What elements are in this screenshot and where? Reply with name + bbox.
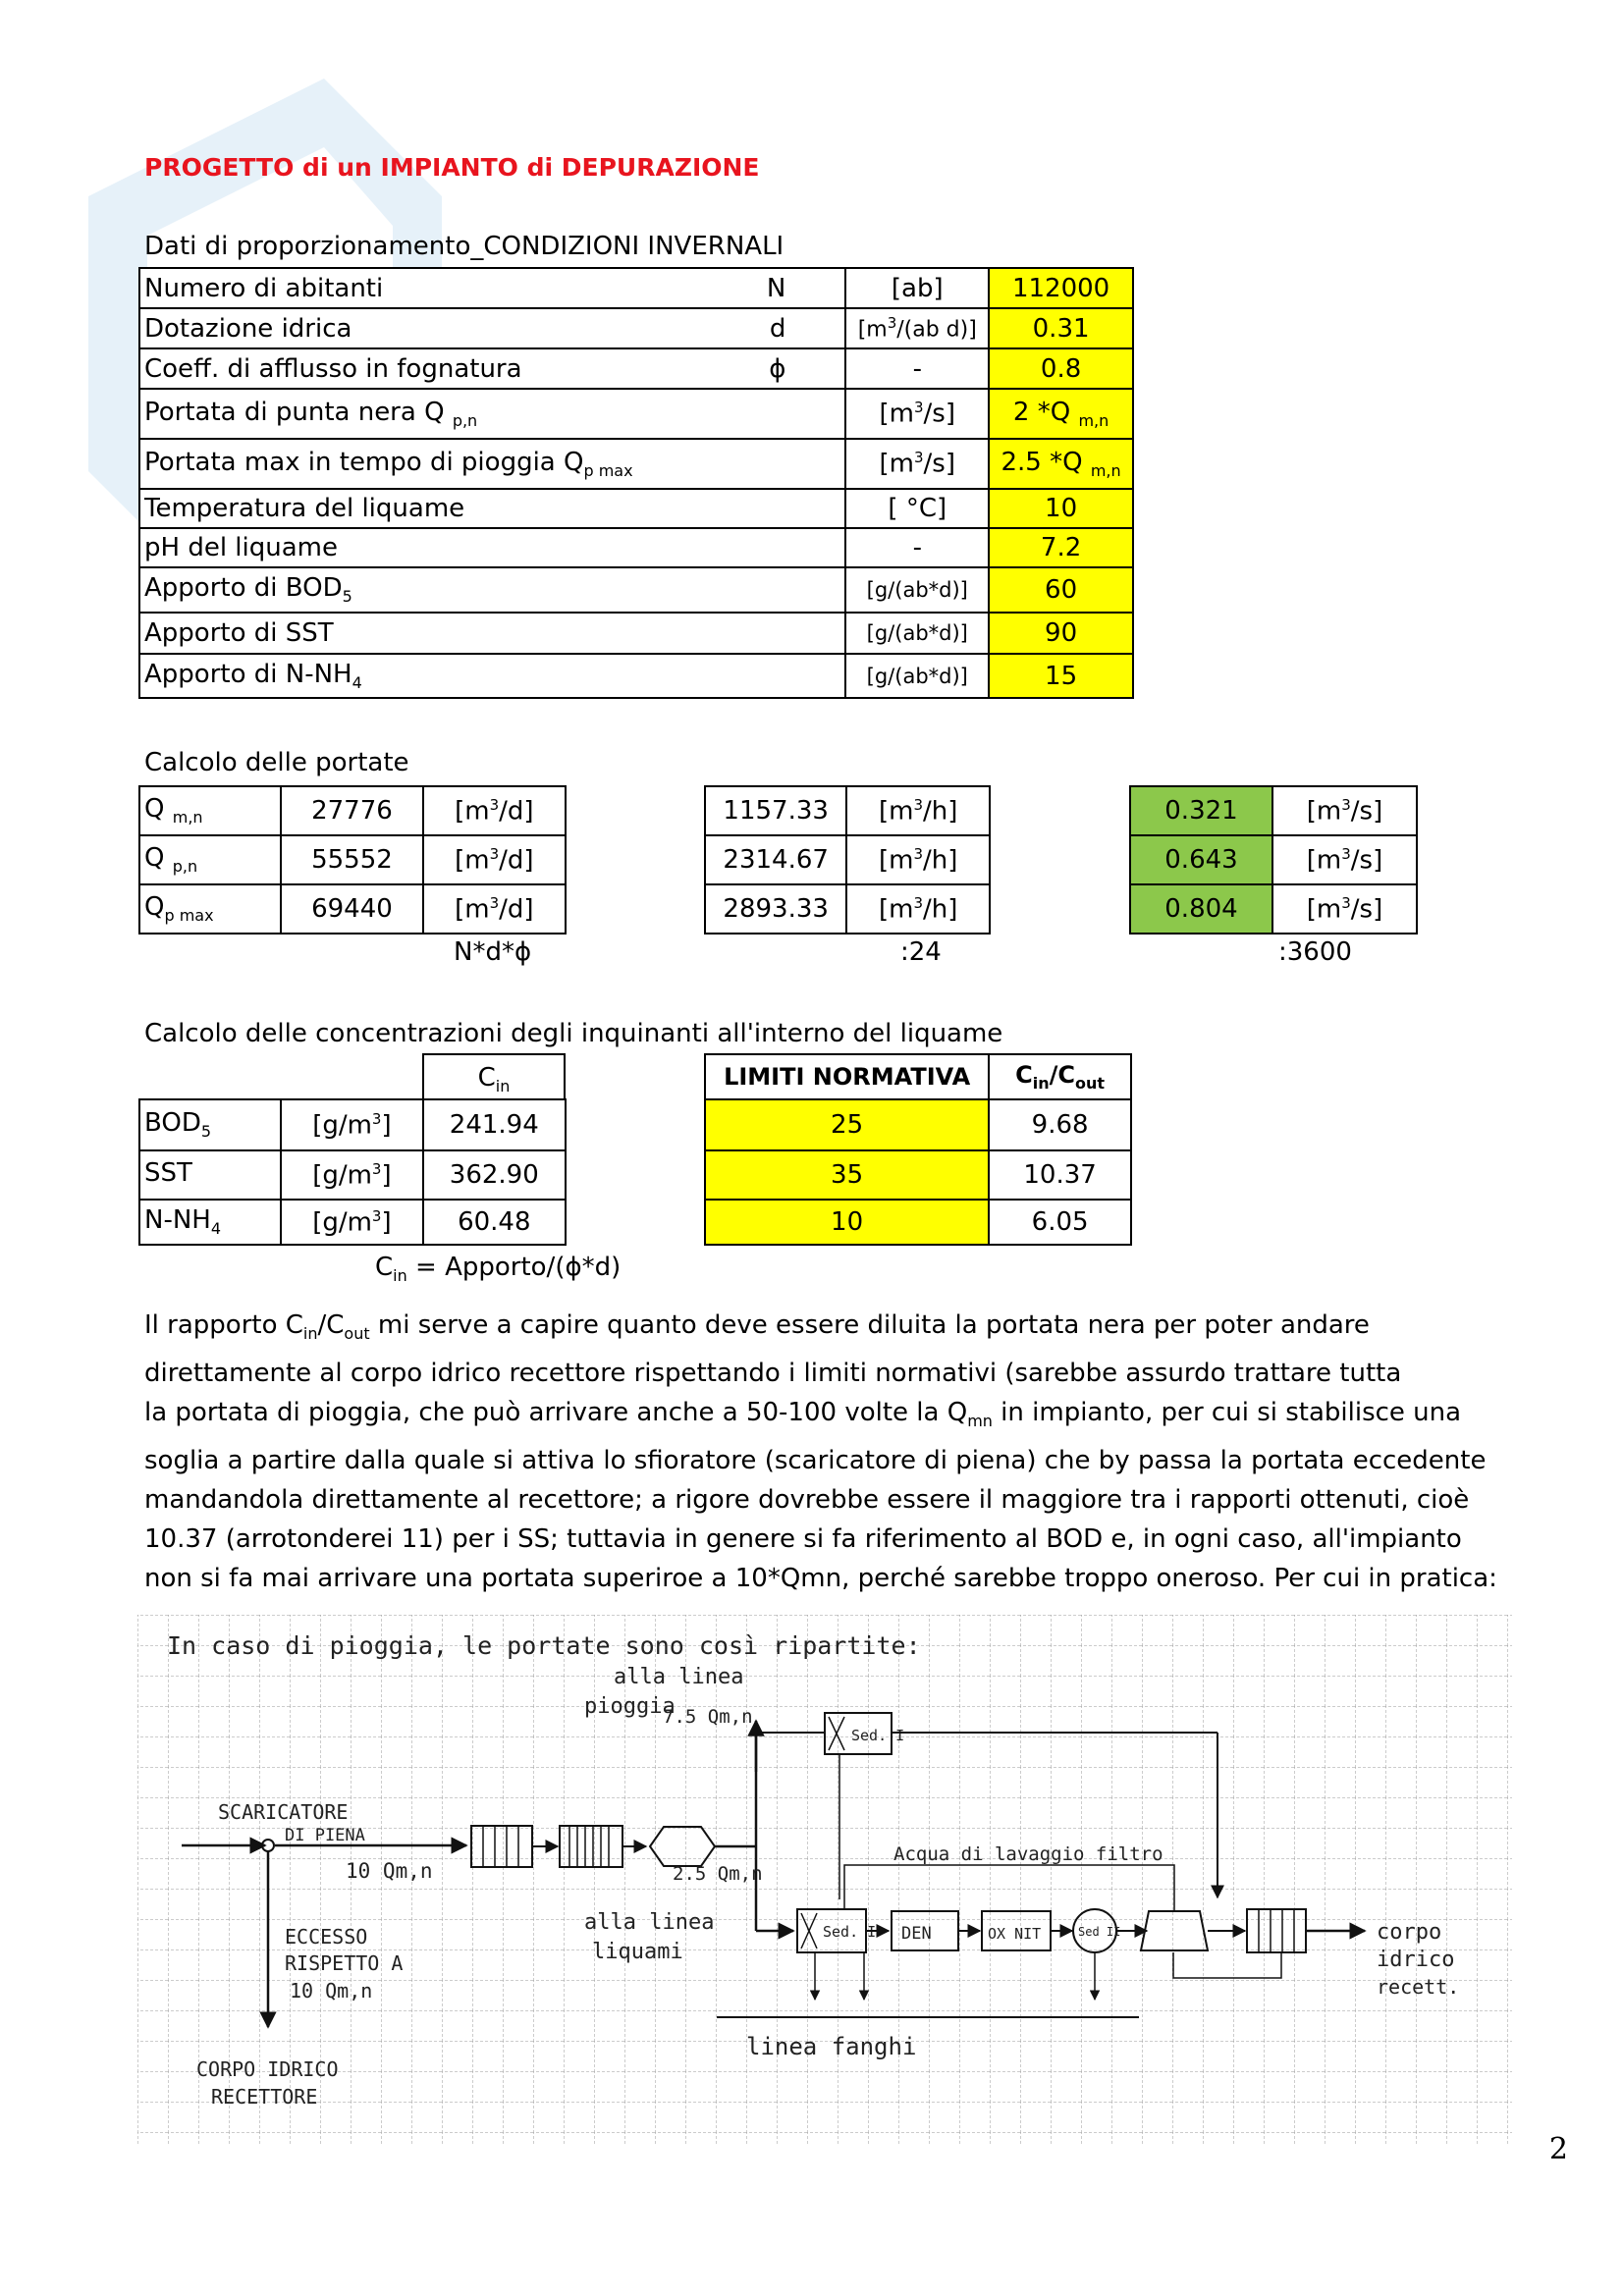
limits-table — [704, 1053, 1132, 1246]
grid-paper — [137, 1615, 1512, 2145]
param-symbol — [706, 389, 845, 439]
param-label: Portata di punta nera Q $_{p,n}$ — [139, 389, 706, 439]
explanation-paragraph — [144, 1306, 1497, 1598]
param-unit: - — [845, 528, 989, 567]
cin-header-cell: $C_{in}$ — [422, 1053, 566, 1100]
params-row — [139, 348, 1133, 389]
param-unit: $[m^3/s]$ — [845, 439, 989, 489]
param-symbol — [706, 567, 845, 613]
paragraph-line: la portata di pioggia, che può arrivare anche a 50-100 volte la $Q_{mn}$ in impianto, per cui si stabilisce una — [144, 1398, 1462, 1431]
param-symbol — [706, 654, 845, 698]
paragraph-line: soglia a partire dalla quale si attiva lo sfioratore (scaricatore di piena) che by passa la portata eccedente — [144, 1446, 1487, 1476]
limit-value: 10 — [705, 1200, 989, 1245]
pollutant-name: $N-NH_4$ — [139, 1200, 281, 1245]
limit-value: 25 — [705, 1099, 989, 1150]
eccesso-label-2: RISPETTO A — [285, 1951, 404, 1975]
page-title: PROGETTO di un IMPIANTO di DEPURAZIONE — [144, 153, 760, 182]
flow-sec-unit: $[m^3/s]$ — [1272, 835, 1417, 884]
flows-row — [139, 786, 566, 835]
flow-sec-value: 0.321 — [1130, 786, 1272, 835]
flow-hour-value: 1157.33 — [705, 786, 846, 835]
pollutant-cin: 60.48 — [423, 1200, 566, 1245]
pollutant-cin: 362.90 — [423, 1150, 566, 1200]
params-table-full — [138, 267, 1134, 699]
linea-pioggia-1: alla linea — [614, 1665, 744, 1689]
flow-day-unit: $[m^3/d]$ — [423, 786, 566, 835]
limits-header: LIMITI NORMATIVA — [705, 1054, 989, 1099]
linea-pioggia-2: pioggia — [584, 1694, 676, 1719]
ratio-value: 9.68 — [989, 1099, 1131, 1150]
param-unit: [$m^3/(ab$ d)] — [845, 308, 989, 348]
limits-row — [705, 1150, 1131, 1200]
params-row — [139, 567, 1133, 613]
limits-header-row — [705, 1054, 1131, 1099]
conc-row — [139, 1150, 566, 1200]
param-value: 2.5 *Q $_{m,n}$ — [989, 439, 1133, 489]
sketch-heading: In caso di pioggia, le portate sono così ripartite: — [167, 1631, 921, 1660]
flows-note-hour: :24 — [900, 937, 942, 967]
flows-table-sec — [1129, 785, 1418, 934]
flow-sec-unit: $[m^3/s]$ — [1272, 786, 1417, 835]
out-label-2: idrico — [1377, 1948, 1455, 1972]
plant-sketch — [137, 1615, 1512, 2145]
params-row — [139, 613, 1133, 654]
conc-row — [139, 1200, 566, 1245]
page-number: 2 — [1548, 2132, 1568, 2166]
flow-day-value: 69440 — [281, 884, 422, 934]
flow-name: $Q_{p max}$ — [139, 884, 281, 934]
param-symbol — [706, 489, 845, 528]
conc-table — [138, 1098, 567, 1246]
q25-label: 2.5 Qm,n — [673, 1863, 763, 1885]
params-row — [139, 268, 1133, 308]
eccesso-label-3: 10 Qm,n — [290, 1979, 373, 2002]
params-row — [139, 439, 1133, 489]
flows-row — [1130, 884, 1417, 934]
flow-name: Q $_{m,n}$ — [139, 786, 281, 835]
params-caption: Dati di proporzionamento_CONDIZIONI INVERNALI — [144, 232, 784, 261]
flow-sec-value: 0.643 — [1130, 835, 1272, 884]
param-label: Coeff. di afflusso in fognatura — [139, 348, 706, 389]
flows-table-hour — [704, 785, 991, 934]
param-symbol — [706, 528, 845, 567]
flow-hour-value: 2314.67 — [705, 835, 846, 884]
params-row — [139, 308, 1133, 348]
param-label: Apporto di $N-NH_4$ — [139, 654, 706, 698]
param-unit: [g/(ab*d)] — [845, 567, 989, 613]
flows-caption: Calcolo delle portate — [144, 748, 409, 777]
paragraph-line: mandandola direttamente al recettore; a rigore dovrebbe essere il maggiore tra i rapporti ottenuti, cioè — [144, 1485, 1470, 1516]
param-symbol: ϕ — [706, 348, 845, 389]
param-value: 7.2 — [989, 528, 1133, 567]
linea-liquami-2: liquami — [592, 1940, 683, 1964]
param-value: 2 *Q $_{m,n}$ — [989, 389, 1133, 439]
param-value: 0.8 — [989, 348, 1133, 389]
limit-value: 35 — [705, 1150, 989, 1200]
sed1-top-label: Sed. I — [851, 1727, 905, 1744]
linea-liquami-1: alla linea — [584, 1910, 715, 1935]
out-label-3: recett. — [1377, 1975, 1460, 1999]
param-unit: - — [845, 348, 989, 389]
limits-row — [705, 1099, 1131, 1150]
cin-formula-note: $C_{in}$ = Apporto/(ϕ*d) — [375, 1253, 622, 1286]
flows-row — [705, 884, 990, 934]
param-symbol: N — [706, 268, 845, 308]
param-label: Numero di abitanti — [139, 268, 706, 308]
scaricatore-label: SCARICATORE — [218, 1800, 349, 1824]
flow-day-value: 55552 — [281, 835, 422, 884]
conc-caption: Calcolo delle concentrazioni degli inquinanti all'interno del liquame — [144, 1019, 1003, 1048]
param-unit: $[m^3/s]$ — [845, 389, 989, 439]
pollutant-name: SST — [139, 1150, 281, 1200]
ratio-header: $C_{in}/C_{out}$ — [989, 1054, 1131, 1099]
flows-row — [705, 786, 990, 835]
ratio-value: 10.37 — [989, 1150, 1131, 1200]
pollutant-unit: $[g/m^3]$ — [281, 1200, 422, 1245]
flows-table-day — [138, 785, 567, 934]
q75-label: 7.5 Qm,n — [663, 1706, 753, 1728]
param-unit: [ab] — [845, 268, 989, 308]
limits-row — [705, 1200, 1131, 1245]
paragraph-line: direttamente al corpo idrico recettore rispettando i limiti normativi (sarebbe assurdo trattare tutta — [144, 1359, 1402, 1389]
param-value: 60 — [989, 567, 1133, 613]
param-value: 0.31 — [989, 308, 1133, 348]
param-label: Apporto di $BOD_5$ — [139, 567, 706, 613]
pollutant-unit: $[g/m^3]$ — [281, 1099, 422, 1150]
paragraph-line: non si fa mai arrivare una portata superiroe a 10*Qmn, perché sarebbe troppo oneroso. Per cui in pratica: — [144, 1564, 1497, 1594]
out-label-1: corpo — [1377, 1920, 1442, 1945]
params-row — [139, 528, 1133, 567]
param-value: 90 — [989, 613, 1133, 654]
pollutant-name: $BOD_5$ — [139, 1099, 281, 1150]
flow-name: Q $_{p,n}$ — [139, 835, 281, 884]
param-label: pH del liquame — [139, 528, 706, 567]
linea-fanghi-label: linea fanghi — [746, 2033, 917, 2060]
flow-sec-value: 0.804 — [1130, 884, 1272, 934]
param-value: 112000 — [989, 268, 1133, 308]
param-symbol: d — [706, 308, 845, 348]
di-piena-label: DI PIENA — [285, 1826, 365, 1845]
flows-note-day: N*d*ϕ — [454, 937, 532, 967]
param-symbol — [706, 439, 845, 489]
param-label: Dotazione idrica — [139, 308, 706, 348]
param-label: Temperatura del liquame — [139, 489, 706, 528]
q10-label: 10 Qm,n — [346, 1859, 433, 1883]
flow-day-value: 27776 — [281, 786, 422, 835]
flow-day-unit: $[m^3/d]$ — [423, 884, 566, 934]
sed1-label: Sed. I — [823, 1923, 877, 1941]
paragraph-line: Il rapporto $C_{in}/C_{out}$ mi serve a capire quanto deve essere diluita la portata nera per poter andare — [144, 1310, 1370, 1344]
den-label: DEN — [901, 1924, 932, 1944]
flows-row — [139, 835, 566, 884]
flow-hour-unit: $[m^3/h]$ — [846, 884, 990, 934]
conc-row — [139, 1099, 566, 1150]
pollutant-cin: 241.94 — [423, 1099, 566, 1150]
param-unit: [g/(ab*d)] — [845, 654, 989, 698]
flow-day-unit: $[m^3/d]$ — [423, 835, 566, 884]
sed2-label: Sed II — [1078, 1925, 1121, 1939]
flows-row — [1130, 786, 1417, 835]
ox-nit-label: OX NIT — [988, 1925, 1042, 1943]
params-row — [139, 389, 1133, 439]
params-row — [139, 489, 1133, 528]
corpo-label-2: RECETTORE — [211, 2085, 318, 2109]
ratio-value: 6.05 — [989, 1200, 1131, 1245]
flow-hour-value: 2893.33 — [705, 884, 846, 934]
pollutant-unit: $[g/m^3]$ — [281, 1150, 422, 1200]
param-label: Portata max in tempo di pioggia $Q_{p max}$ — [139, 439, 706, 489]
param-symbol — [706, 613, 845, 654]
flows-row — [139, 884, 566, 934]
params-row — [139, 654, 1133, 698]
flow-sec-unit: $[m^3/s]$ — [1272, 884, 1417, 934]
paragraph-line: 10.37 (arrotonderei 11) per i SS; tuttavia in genere si fa riferimento al BOD e, in ogni caso, all'impianto — [144, 1524, 1462, 1555]
param-unit: [ °C] — [845, 489, 989, 528]
flows-row — [705, 835, 990, 884]
param-value: 15 — [989, 654, 1133, 698]
flows-row — [1130, 835, 1417, 884]
flow-hour-unit: $[m^3/h]$ — [846, 835, 990, 884]
flow-hour-unit: $[m^3/h]$ — [846, 786, 990, 835]
param-value: 10 — [989, 489, 1133, 528]
flows-note-sec: :3600 — [1278, 937, 1352, 967]
param-unit: [g/(ab*d)] — [845, 613, 989, 654]
acqua-lavaggio-label: Acqua di lavaggio filtro — [893, 1843, 1163, 1865]
eccesso-label-1: ECCESSO — [285, 1925, 368, 1949]
param-label: Apporto di SST — [139, 613, 706, 654]
corpo-label-1: CORPO IDRICO — [196, 2057, 339, 2081]
